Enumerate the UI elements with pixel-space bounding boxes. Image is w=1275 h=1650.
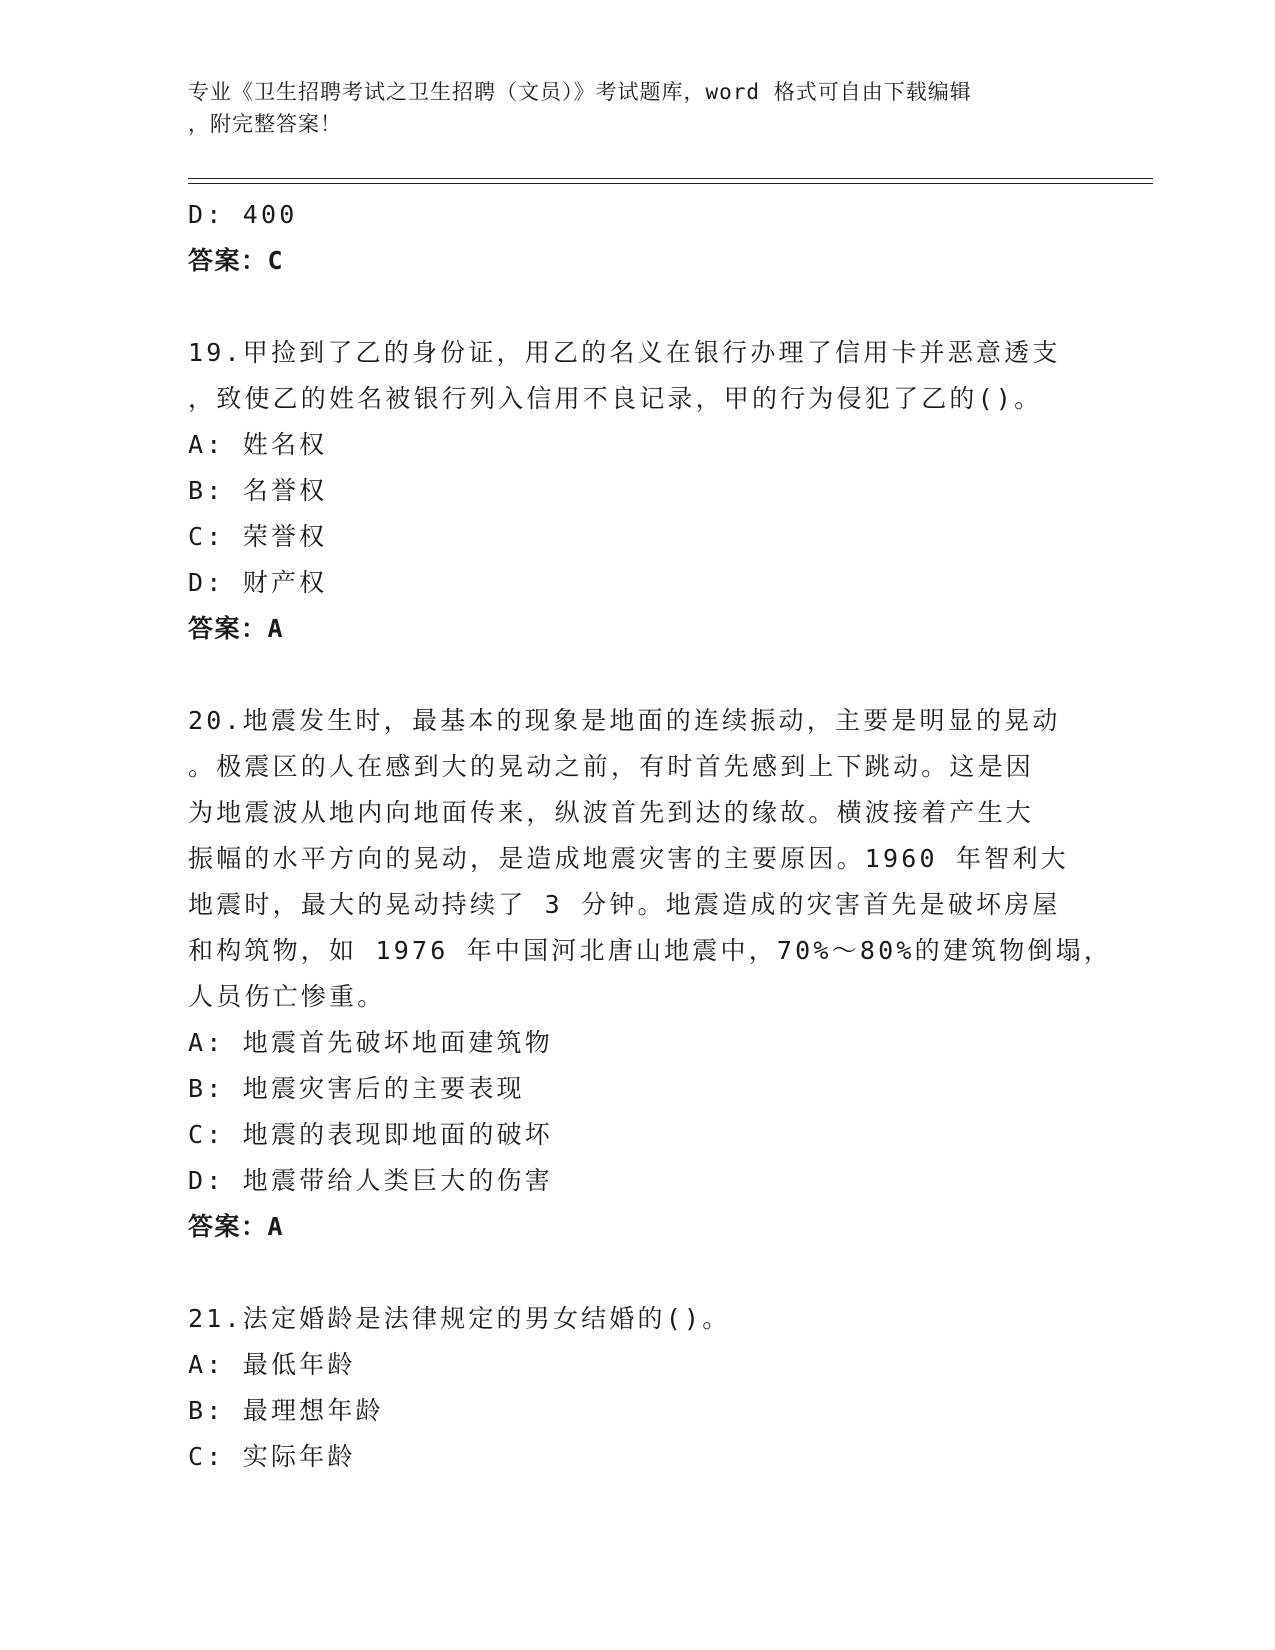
option-a: A: 最低年龄 bbox=[188, 1350, 356, 1379]
answer: 答案：A bbox=[188, 614, 285, 643]
question-stem-line: 人员伤亡惨重。 bbox=[188, 982, 386, 1011]
header-line-2: ，附完整答案！ bbox=[188, 112, 342, 136]
header-divider-bottom bbox=[188, 183, 1153, 184]
question-stem-line: 地震时，最大的晃动持续了 3 分钟。地震造成的灾害首先是破坏房屋 bbox=[188, 890, 1061, 919]
option-b: B: 名誉权 bbox=[188, 476, 328, 505]
option-b: B: 地震灾害后的主要表现 bbox=[188, 1074, 525, 1103]
question-20 bbox=[188, 698, 1113, 1250]
option-a: A: 姓名权 bbox=[188, 430, 328, 459]
document-header bbox=[188, 76, 1068, 140]
option-a: A: 地震首先破坏地面建筑物 bbox=[188, 1028, 553, 1057]
option-d: D: 地震带给人类巨大的伤害 bbox=[188, 1166, 553, 1195]
option-d: D: 财产权 bbox=[188, 568, 328, 597]
answer: 答案：A bbox=[188, 1212, 285, 1241]
option-c: C: 荣誉权 bbox=[188, 522, 328, 551]
question-21 bbox=[188, 1296, 1078, 1480]
carryover-answer: 答案：C bbox=[188, 246, 285, 275]
question-stem-line: 21.法定婚龄是法律规定的男女结婚的()。 bbox=[188, 1304, 731, 1333]
spacer bbox=[188, 652, 1078, 698]
question-stem-line: 20.地震发生时，最基本的现象是地面的连续振动，主要是明显的晃动 bbox=[188, 706, 1061, 735]
question-stem-line: 19.甲捡到了乙的身份证，用乙的名义在银行办理了信用卡并恶意透支 bbox=[188, 338, 1061, 367]
option-b: B: 最理想年龄 bbox=[188, 1396, 384, 1425]
header-divider-top bbox=[188, 178, 1153, 179]
question-stem-line: 。极震区的人在感到大的晃动之前，有时首先感到上下跳动。这是因 bbox=[188, 752, 1035, 781]
question-stem-line: 和构筑物，如 1976 年中国河北唐山地震中，70%～80%的建筑物倒塌， bbox=[188, 936, 1113, 965]
header-line-1: 专业《卫生招聘考试之卫生招聘（文员）》考试题库，word 格式可自由下载编辑 bbox=[188, 80, 972, 104]
question-content bbox=[188, 192, 1113, 1480]
question-19 bbox=[188, 330, 1078, 652]
question-stem-line: 振幅的水平方向的晃动，是造成地震灾害的主要原因。1960 年智利大 bbox=[188, 844, 1069, 873]
carryover-option-d: D: 400 bbox=[188, 200, 298, 229]
question-stem-line: 为地震波从地内向地面传来，纵波首先到达的缘故。横波接着产生大 bbox=[188, 798, 1035, 827]
option-c: C: 实际年龄 bbox=[188, 1442, 356, 1471]
question-stem-line: ，致使乙的姓名被银行列入信用不良记录，甲的行为侵犯了乙的()。 bbox=[188, 384, 1043, 413]
spacer bbox=[188, 284, 1078, 330]
option-c: C: 地震的表现即地面的破坏 bbox=[188, 1120, 553, 1149]
spacer bbox=[188, 1250, 1078, 1296]
